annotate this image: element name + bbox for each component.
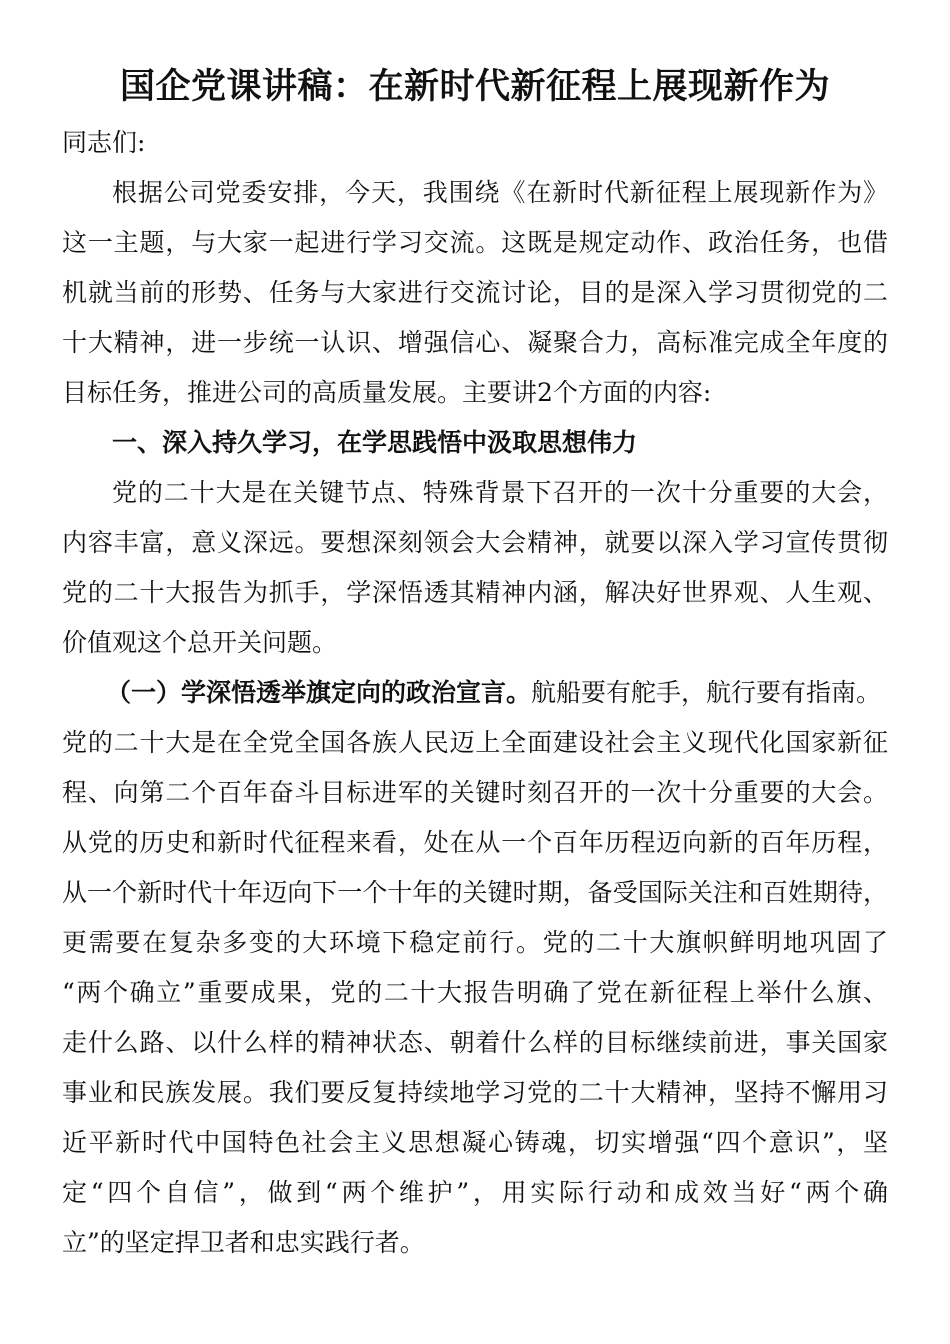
section-heading: 一、深入持久学习，在学思践悟中汲取思想伟力 [112,428,638,457]
intro-line: 根据公司党委安排，今天，我围绕《在新时代新征程上展现新作为》 [112,178,888,207]
intro-paragraph [62,168,888,418]
subsection1-line: 走什么路、以什么样的精神状态、朝着什么样的目标继续前进，事关国家 [62,1028,888,1057]
document-title: 国企党课讲稿：在新时代新征程上展现新作为 [119,67,830,107]
subsection1-line: 近平新时代中国特色社会主义思想凝心铸魂，切实增强“四个意识”，坚 [62,1128,888,1157]
subsection1-line: 程、向第二个百年奋斗目标进军的关键时刻召开的一次十分重要的大会。 [62,778,888,807]
subsection1-line: 立”的坚定捍卫者和忠实践行者。 [62,1228,425,1257]
subsection1-line: “两个确立”重要成果，党的二十大报告明确了党在新征程上举什么旗、 [62,978,888,1007]
subsection1-line: 从一个新时代十年迈向下一个十年的关键时期，备受国际关注和百姓期待， [62,878,888,907]
subsection-heading: （一）学深悟透举旗定向的政治宣言。 [106,678,532,707]
subsection1-line: 党的二十大是在全党全国各族人民迈上全面建设社会主义现代化国家新征 [62,728,888,757]
subsection1-line: 事业和民族发展。我们要反复持续地学习党的二十大精神，坚持不懈用习 [62,1078,888,1107]
intro-line: 机就当前的形势、任务与大家进行交流讨论，目的是深入学习贯彻党的二 [62,278,888,307]
subsection1-paragraph [62,668,888,1268]
subsection1-line: 从党的历史和新时代征程来看，处在从一个百年历程迈向新的百年历程， [62,828,888,857]
subsection1-line: 定“四个自信”，做到“两个维护”，用实际行动和成效当好“两个确 [62,1178,888,1207]
intro-line: 目标任务，推进公司的高质量发展。主要讲2个方面的内容: [62,378,712,407]
section1-line: 价值观这个总开关问题。 [62,628,338,657]
intro-line: 这一主题，与大家一起进行学习交流。这既是规定动作、政治任务，也借 [62,228,888,257]
subsection1-first-line [62,668,888,718]
section1-line: 党的二十大是在关键节点、特殊背景下召开的一次十分重要的大会， [112,478,888,507]
section1-line: 内容丰富，意义深远。要想深刻领会大会精神，就要以深入学习宣传贯彻 [62,528,888,557]
section1-paragraph [62,468,888,668]
section1-line: 党的二十大报告为抓手，学深悟透其精神内涵，解决好世界观、人生观、 [62,578,888,607]
subsection1-first-rest: 航船要有舵手，航行要有指南。 [531,678,882,707]
subsection1-line: 更需要在复杂多变的大环境下稳定前行。党的二十大旗帜鲜明地巩固了 [62,928,888,957]
intro-line: 十大精神，进一步统一认识、增强信心、凝聚合力，高标准完成全年度的 [62,328,888,357]
salutation: 同志们: [62,128,146,157]
